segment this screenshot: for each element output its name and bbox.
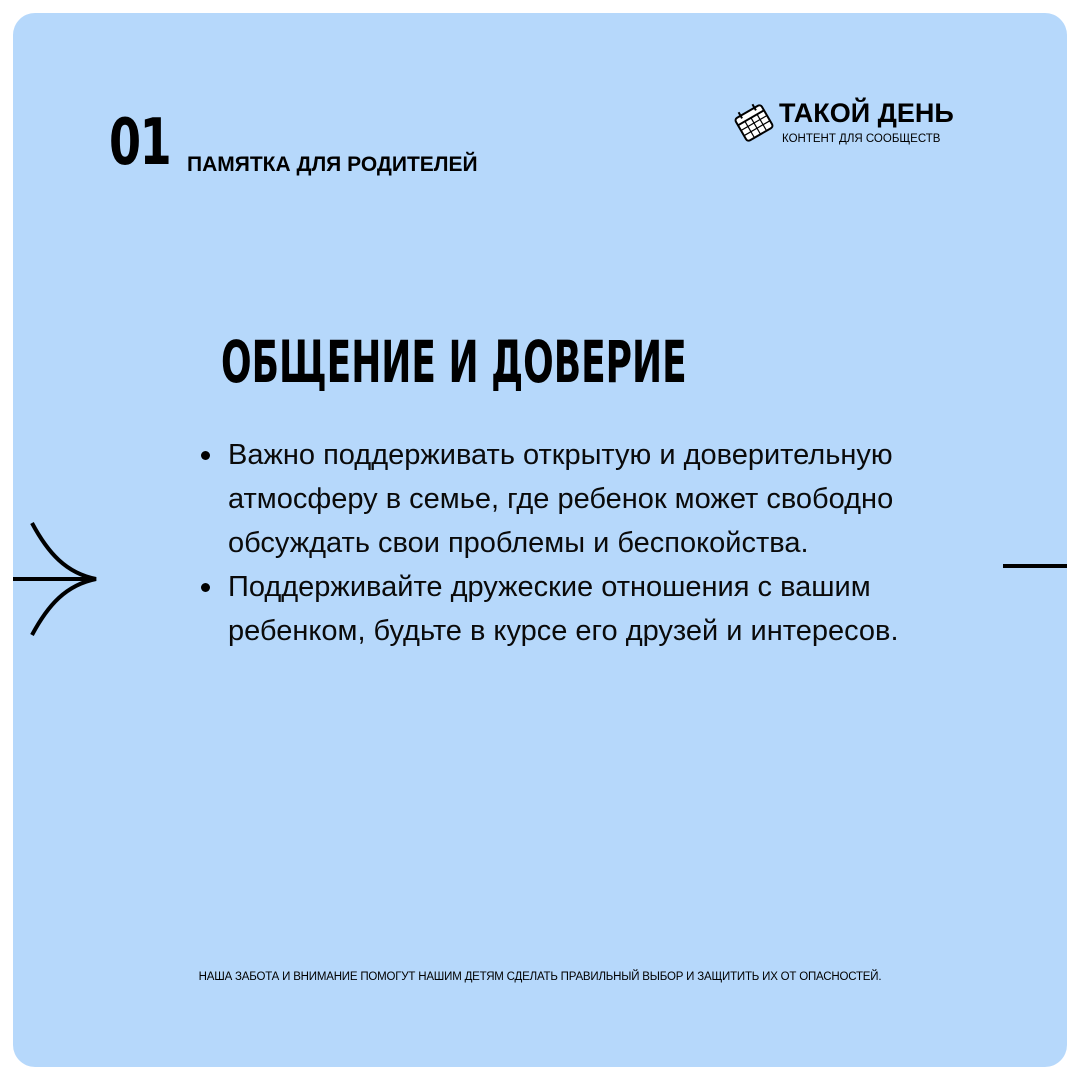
bullet-text: Поддерживайте дружеские отношения с вашим ребенком, будьте в курсе его друзей и интересов. — [228, 571, 899, 647]
calendar-icon — [731, 99, 777, 145]
bullet-dot-icon — [201, 583, 210, 592]
slide-card — [13, 13, 1067, 1067]
arrow-right-icon — [13, 513, 110, 643]
bullet-list — [196, 433, 908, 653]
brand-subtitle: КОНТЕНТ ДЛЯ СООБЩЕСТВ — [782, 133, 941, 145]
bullet-dot-icon — [201, 451, 210, 460]
list-item — [228, 565, 908, 653]
dash-line — [1003, 564, 1067, 568]
footer-text: НАША ЗАБОТА И ВНИМАНИЕ ПОМОГУТ НАШИМ ДЕТЯМ СДЕЛАТЬ ПРАВИЛЬНЫЙ ВЫБОР И ЗАЩИТИТЬ ИХ ОТ ОПАСНОСТЕЙ. — [198, 971, 882, 983]
bullet-text: Важно поддерживать открытую и доверительную атмосферу в семье, где ребенок может свободно обсуждать свои проблемы и беспокойства. — [228, 439, 894, 559]
section-heading: ОБЩЕНИЕ И ДОВЕРИЕ — [221, 328, 687, 396]
brand-title: ТАКОЙ ДЕНЬ — [779, 98, 954, 128]
slide-number: 01 — [109, 106, 171, 180]
brand-logo — [731, 99, 991, 159]
slide-subtitle: ПАМЯТКА ДЛЯ РОДИТЕЛЕЙ — [187, 153, 478, 176]
list-item — [228, 433, 908, 565]
